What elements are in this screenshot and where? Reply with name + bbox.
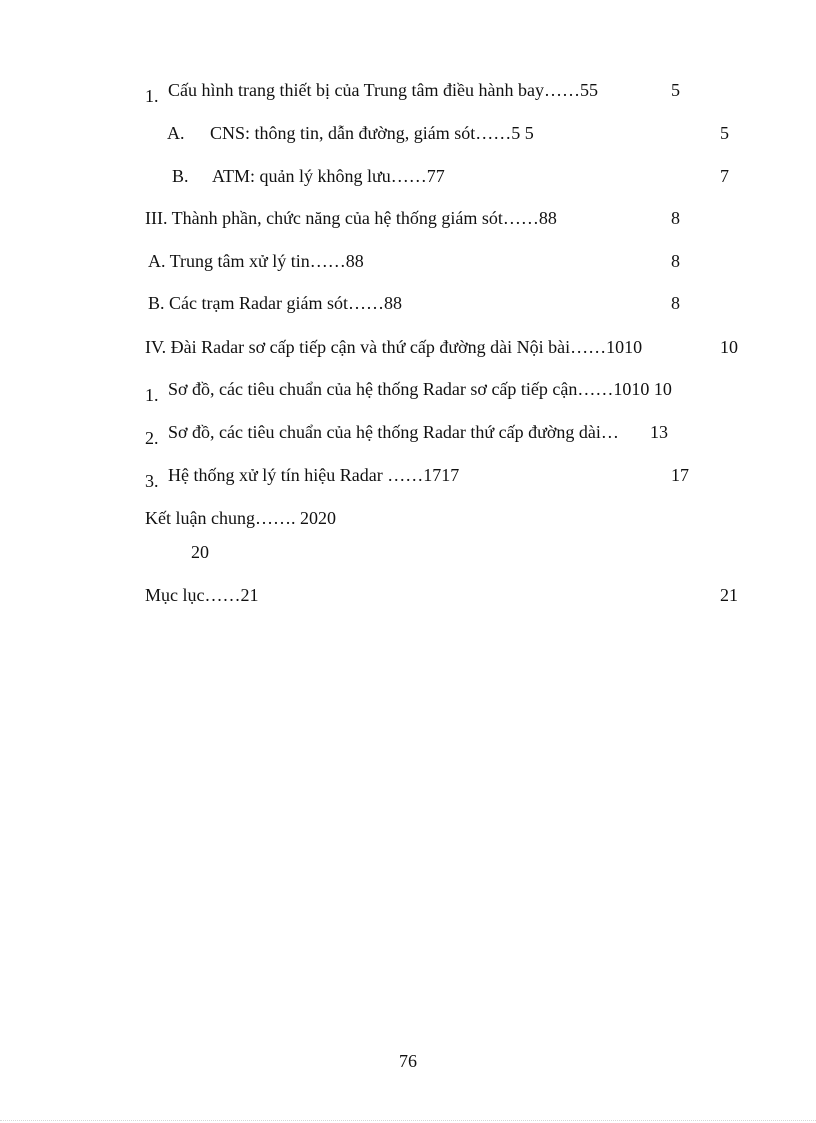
toc-entry-title: Mục lục……21 [145,585,259,605]
toc-entry-page: 8 [671,293,680,313]
toc-entry-page: 8 [671,251,680,271]
toc-entry-number: 3. [145,471,159,491]
toc-entry-number: 2. [145,428,159,448]
toc-entry-number: 1. [145,385,159,405]
toc-entry-page: 10 [720,337,738,357]
toc-entry-page: 8 [671,208,680,228]
toc-entry-title: Sơ đồ, các tiêu chuẩn của hệ thống Radar sơ cấp tiếp cận……1010 10 [168,379,672,399]
toc-entry-number: A. [167,123,185,143]
toc-entry-page: 5 [720,123,729,143]
toc-entry-title: CNS: thông tin, dẫn đường, giám sót……5 5 [210,123,534,143]
toc-entry-page: 5 [671,80,680,100]
page-divider [0,1120,816,1121]
toc-entry-title: III. Thành phần, chức năng của hệ thống giám sót……88 [145,208,557,228]
toc-entry-page: 20 [191,542,209,562]
toc-entry-title: B. Các trạm Radar giám sót……88 [148,293,402,313]
toc-entry-title: ATM: quản lý không lưu……77 [212,166,445,186]
toc-entry-page: 21 [720,585,738,605]
toc-entry-title: IV. Đài Radar sơ cấp tiếp cận và thứ cấp đường dài Nội bài……1010 [145,337,643,357]
toc-entry-page: 7 [720,166,729,186]
toc-entry-title: A. Trung tâm xử lý tin……88 [148,251,364,271]
toc-entry-title: Hệ thống xử lý tín hiệu Radar ……1717 [168,465,460,485]
toc-entry-number: B. [172,166,189,186]
toc-entry-page: 17 [671,465,689,485]
toc-entry-page: 13 [650,422,668,442]
page-number: 76 [399,1051,417,1071]
toc-entry-title: Kết luận chung……. 2020 [145,508,336,528]
toc-entry-title: Cấu hình trang thiết bị của Trung tâm điều hành bay……55 [168,80,598,100]
toc-entry-number: 1. [145,86,159,106]
toc-entry-title: Sơ đồ, các tiêu chuẩn của hệ thống Radar thứ cấp đường dài… [168,422,619,442]
